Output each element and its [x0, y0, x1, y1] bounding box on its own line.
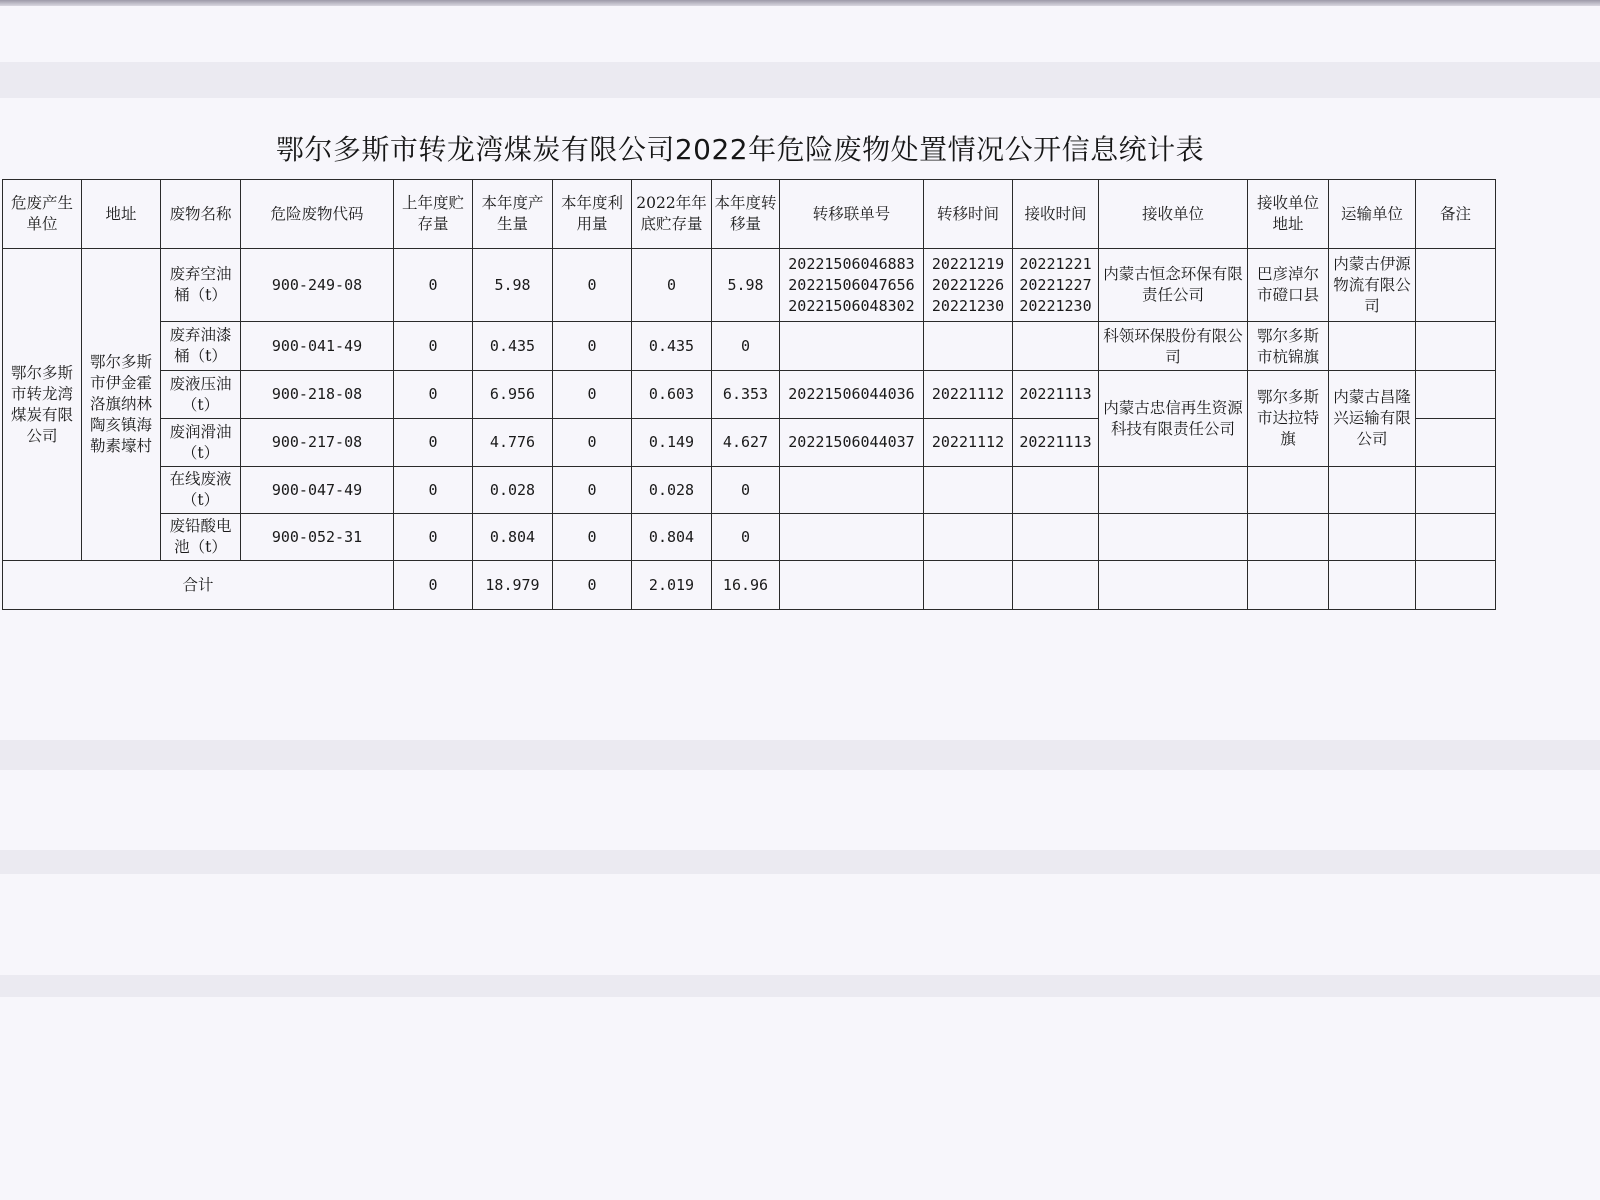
total-receiver-addr-cell: [1248, 561, 1329, 610]
year-use-cell: 0: [553, 514, 632, 561]
transfer-time-cell: 20221112: [924, 419, 1013, 467]
year-output-cell: 0.804: [473, 514, 553, 561]
receive-time-cell: [1013, 249, 1099, 322]
transporter-cell: [1329, 322, 1416, 371]
waste-code-cell: 900-052-31: [241, 514, 394, 561]
header-transporter: 运输单位: [1329, 180, 1416, 249]
header-remark: 备注: [1416, 180, 1496, 249]
manifest-no: 20221506046883: [788, 254, 915, 273]
waste-name-cell: 废弃油漆桶（t）: [161, 322, 241, 371]
total-row: [3, 561, 1496, 610]
total-transfer-time-cell: [924, 561, 1013, 610]
receive-time-cell: [1013, 467, 1099, 514]
manifest-no-cell: [780, 322, 924, 371]
scan-edge: [0, 0, 1600, 6]
table-row: [3, 249, 1496, 322]
table-header-row: [3, 180, 1496, 249]
year-output-cell: 0.028: [473, 467, 553, 514]
scan-band: [0, 975, 1600, 997]
year-use-cell: 0: [553, 322, 632, 371]
header-end-storage: 2022年年底贮存量: [632, 180, 712, 249]
header-waste-name: 废物名称: [161, 180, 241, 249]
end-storage-cell: 0.435: [632, 322, 712, 371]
waste-name-cell: 废液压油（t）: [161, 371, 241, 419]
year-transfer-cell: 6.353: [712, 371, 780, 419]
receiver-cell: 内蒙古恒念环保有限责任公司: [1099, 249, 1248, 322]
header-unit: 危废产生单位: [3, 180, 82, 249]
receiver-cell: [1099, 467, 1248, 514]
waste-code-cell: 900-047-49: [241, 467, 394, 514]
manifest-no-cell: [780, 467, 924, 514]
header-transfer-time: 转移时间: [924, 180, 1013, 249]
waste-name-cell: 废润滑油（t）: [161, 419, 241, 467]
end-storage-cell: 0.149: [632, 419, 712, 467]
header-year-output: 本年度产生量: [473, 180, 553, 249]
receive-time: 20221221: [1019, 254, 1092, 273]
transfer-time-cell: [924, 514, 1013, 561]
total-year-output: 18.979: [473, 561, 553, 610]
scan-band: [0, 850, 1600, 874]
manifest-no-cell: 20221506044036: [780, 371, 924, 419]
prev-storage-cell: 0: [394, 322, 473, 371]
waste-name-cell: 废弃空油桶（t）: [161, 249, 241, 322]
receive-time-cell: 20221113: [1013, 371, 1099, 419]
transporter-cell: [1329, 467, 1416, 514]
year-output-cell: 5.98: [473, 249, 553, 322]
prev-storage-cell: 0: [394, 514, 473, 561]
waste-code-cell: 900-217-08: [241, 419, 394, 467]
total-prev-storage: 0: [394, 561, 473, 610]
receiver-cell: [1099, 514, 1248, 561]
receiver-addr-cell: 巴彦淖尔市磴口县: [1248, 249, 1329, 322]
end-storage-cell: 0.603: [632, 371, 712, 419]
page-title: 鄂尔多斯市转龙湾煤炭有限公司2022年危险废物处置情况公开信息统计表: [275, 133, 1205, 166]
transporter-cell: [1329, 514, 1416, 561]
prev-storage-cell: 0: [394, 249, 473, 322]
total-transporter-cell: [1329, 561, 1416, 610]
total-year-use: 0: [553, 561, 632, 610]
header-year-transfer: 本年度转移量: [712, 180, 780, 249]
unit-name-cell: 鄂尔多斯市转龙湾煤炭有限公司: [3, 249, 82, 561]
table-row: [3, 514, 1496, 561]
year-use-cell: 0: [553, 249, 632, 322]
receive-time-cell: [1013, 514, 1099, 561]
transfer-time: 20221230: [931, 296, 1005, 315]
header-receiver-addr: 接收单位地址: [1248, 180, 1329, 249]
waste-disposal-table: [2, 179, 1496, 610]
receiver-addr-cell: [1248, 514, 1329, 561]
manifest-no-cell: [780, 514, 924, 561]
remark-cell: [1416, 514, 1496, 561]
scan-band: [0, 62, 1600, 98]
total-receiver-cell: [1099, 561, 1248, 610]
header-prev-storage: 上年度贮存量: [394, 180, 473, 249]
year-use-cell: 0: [553, 467, 632, 514]
remark-cell: [1416, 371, 1496, 419]
total-receive-time-cell: [1013, 561, 1099, 610]
year-output-cell: 0.435: [473, 322, 553, 371]
remark-cell: [1416, 249, 1496, 322]
year-use-cell: 0: [553, 371, 632, 419]
receiver-addr-cell: 鄂尔多斯市杭锦旗: [1248, 322, 1329, 371]
header-year-use: 本年度利用量: [553, 180, 632, 249]
prev-storage-cell: 0: [394, 419, 473, 467]
end-storage-cell: 0.028: [632, 467, 712, 514]
header-receiver: 接收单位: [1099, 180, 1248, 249]
receiver-cell: 内蒙古忠信再生资源科技有限责任公司: [1099, 371, 1248, 467]
transfer-time-cell: 20221112: [924, 371, 1013, 419]
receive-time: 20221227: [1019, 275, 1092, 294]
waste-code-cell: 900-041-49: [241, 322, 394, 371]
transfer-time: 20221219: [931, 254, 1005, 273]
total-year-transfer: 16.96: [712, 561, 780, 610]
total-manifest-cell: [780, 561, 924, 610]
receiver-addr-cell: [1248, 467, 1329, 514]
year-transfer-cell: 0: [712, 514, 780, 561]
remark-cell: [1416, 322, 1496, 371]
waste-code-cell: 900-249-08: [241, 249, 394, 322]
address-cell: 鄂尔多斯市伊金霍洛旗纳林陶亥镇海勒素壕村: [82, 249, 161, 561]
header-address: 地址: [82, 180, 161, 249]
end-storage-cell: 0: [632, 249, 712, 322]
transfer-time-cell: [924, 467, 1013, 514]
year-transfer-cell: 0: [712, 322, 780, 371]
manifest-no-cell: 20221506044037: [780, 419, 924, 467]
year-transfer-cell: 0: [712, 467, 780, 514]
year-output-cell: 6.956: [473, 371, 553, 419]
table-row: [3, 322, 1496, 371]
transfer-time-cell: [924, 249, 1013, 322]
year-use-cell: 0: [553, 419, 632, 467]
prev-storage-cell: 0: [394, 467, 473, 514]
header-receive-time: 接收时间: [1013, 180, 1099, 249]
year-transfer-cell: 4.627: [712, 419, 780, 467]
scan-band: [0, 740, 1600, 770]
total-end-storage: 2.019: [632, 561, 712, 610]
table-row: [3, 371, 1496, 419]
remark-cell: [1416, 467, 1496, 514]
transporter-cell: 内蒙古昌隆兴运输有限公司: [1329, 371, 1416, 467]
table-row: [3, 467, 1496, 514]
remark-cell: [1416, 419, 1496, 467]
header-manifest-no: 转移联单号: [780, 180, 924, 249]
transporter-cell: 内蒙古伊源物流有限公司: [1329, 249, 1416, 322]
total-label: 合计: [3, 561, 394, 610]
header-waste-code: 危险废物代码: [241, 180, 394, 249]
manifest-no: 20221506047656: [788, 275, 915, 294]
end-storage-cell: 0.804: [632, 514, 712, 561]
waste-name-cell: 废铅酸电池（t）: [161, 514, 241, 561]
transfer-time-cell: [924, 322, 1013, 371]
prev-storage-cell: 0: [394, 371, 473, 419]
receiver-addr-cell: 鄂尔多斯市达拉特旗: [1248, 371, 1329, 467]
receive-time-cell: 20221113: [1013, 419, 1099, 467]
year-transfer-cell: 5.98: [712, 249, 780, 322]
transfer-time: 20221226: [931, 275, 1005, 294]
year-output-cell: 4.776: [473, 419, 553, 467]
manifest-no: 20221506048302: [788, 296, 915, 315]
manifest-no-cell: [780, 249, 924, 322]
waste-name-cell: 在线废液（t）: [161, 467, 241, 514]
receive-time: 20221230: [1019, 296, 1092, 315]
total-remark-cell: [1416, 561, 1496, 610]
waste-code-cell: 900-218-08: [241, 371, 394, 419]
receiver-cell: 科领环保股份有限公司: [1099, 322, 1248, 371]
receive-time-cell: [1013, 322, 1099, 371]
